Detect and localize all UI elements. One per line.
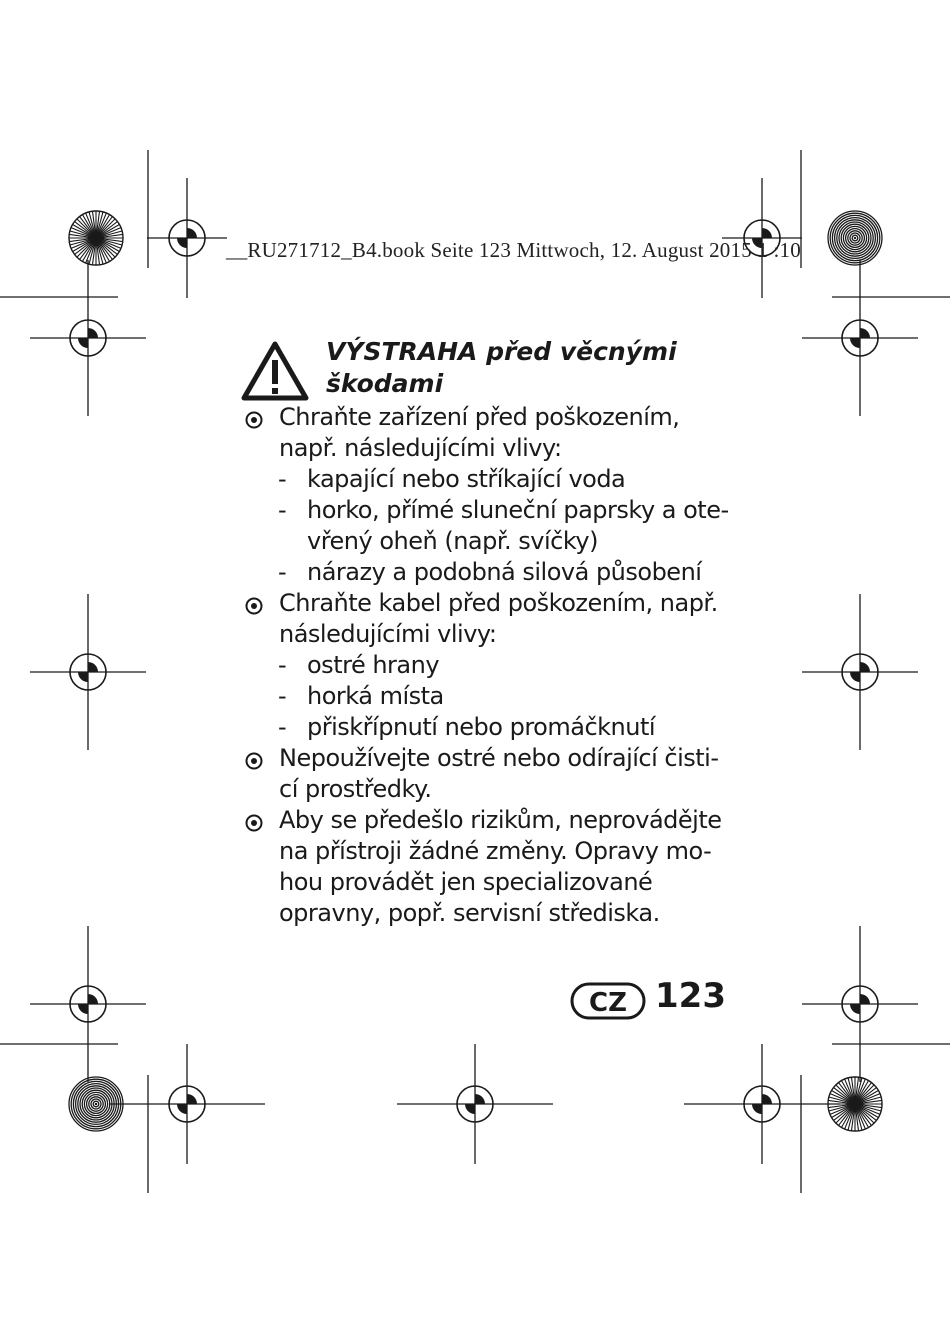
list-item-text: následujícími vlivy: xyxy=(279,620,497,648)
crosshair-mark xyxy=(850,994,870,1014)
bullet-icon xyxy=(244,751,264,771)
dash-marker: - xyxy=(278,558,287,586)
sub-item-text: přiskřípnutí nebo promáčknutí xyxy=(307,713,656,741)
warning-title-line: VÝSTRAHA před věcnými xyxy=(326,337,677,366)
crosshair-mark xyxy=(78,994,98,1014)
dash-marker: - xyxy=(278,496,287,524)
crosshair-mark xyxy=(850,662,870,682)
dash-marker: - xyxy=(278,682,287,710)
language-code: CZ xyxy=(589,988,627,1018)
starburst-mark xyxy=(828,1077,882,1131)
list-item-text: hou provádět jen specializované xyxy=(279,868,653,896)
starburst-mark xyxy=(69,211,123,265)
bullet-icon xyxy=(244,813,264,833)
list-item-text: opravny, popř. servisní střediska. xyxy=(279,899,660,927)
warning-title-line: škodami xyxy=(326,369,444,398)
bullet-icon xyxy=(244,596,264,616)
crosshair-mark xyxy=(78,328,98,348)
dash-marker: - xyxy=(278,713,287,741)
sub-item-text: horká místa xyxy=(307,682,444,710)
language-badge xyxy=(570,982,646,1020)
sub-item-text: vřený oheň (např. svíčky) xyxy=(307,527,598,555)
list-item-text: např. následujícími vlivy: xyxy=(279,434,562,462)
dash-marker: - xyxy=(278,651,287,679)
list-item-text: Chraňte zařízení před poškozením, xyxy=(279,403,680,431)
list-item-text: Aby se předešlo rizikům, neprovádějte xyxy=(279,806,722,834)
list-item-text: Nepoužívejte ostré nebo odírající čisti- xyxy=(279,744,719,772)
list-item-text: cí prostředky. xyxy=(279,775,432,803)
list-item-text: na přístroji žádné změny. Opravy mo- xyxy=(279,837,712,865)
concentric-mark xyxy=(828,211,882,265)
bullet-icon xyxy=(244,410,264,430)
warning-title xyxy=(326,336,746,400)
crosshair-mark xyxy=(177,1094,197,1114)
sub-item-text: nárazy a podobná silová působení xyxy=(307,558,702,586)
crosshair-mark xyxy=(78,662,98,682)
sub-item-text: ostré hrany xyxy=(307,651,440,679)
dash-marker: - xyxy=(278,465,287,493)
crosshair-mark xyxy=(752,1094,772,1114)
warning-triangle-icon xyxy=(240,340,310,402)
list-item-text: Chraňte kabel před poškozením, např. xyxy=(279,589,718,617)
sub-item-text: horko, přímé sluneční paprsky a ote- xyxy=(307,496,729,524)
crosshair-mark xyxy=(177,228,197,248)
print-header-line: __RU271712_B4.book Seite 123 Mittwoch, 12. August 2015 1 :10 xyxy=(226,238,801,262)
crosshair-mark xyxy=(465,1094,485,1114)
page-number: 123 xyxy=(655,976,726,1016)
crosshair-mark xyxy=(850,328,870,348)
sub-item-text: kapající nebo stříkající voda xyxy=(307,465,626,493)
